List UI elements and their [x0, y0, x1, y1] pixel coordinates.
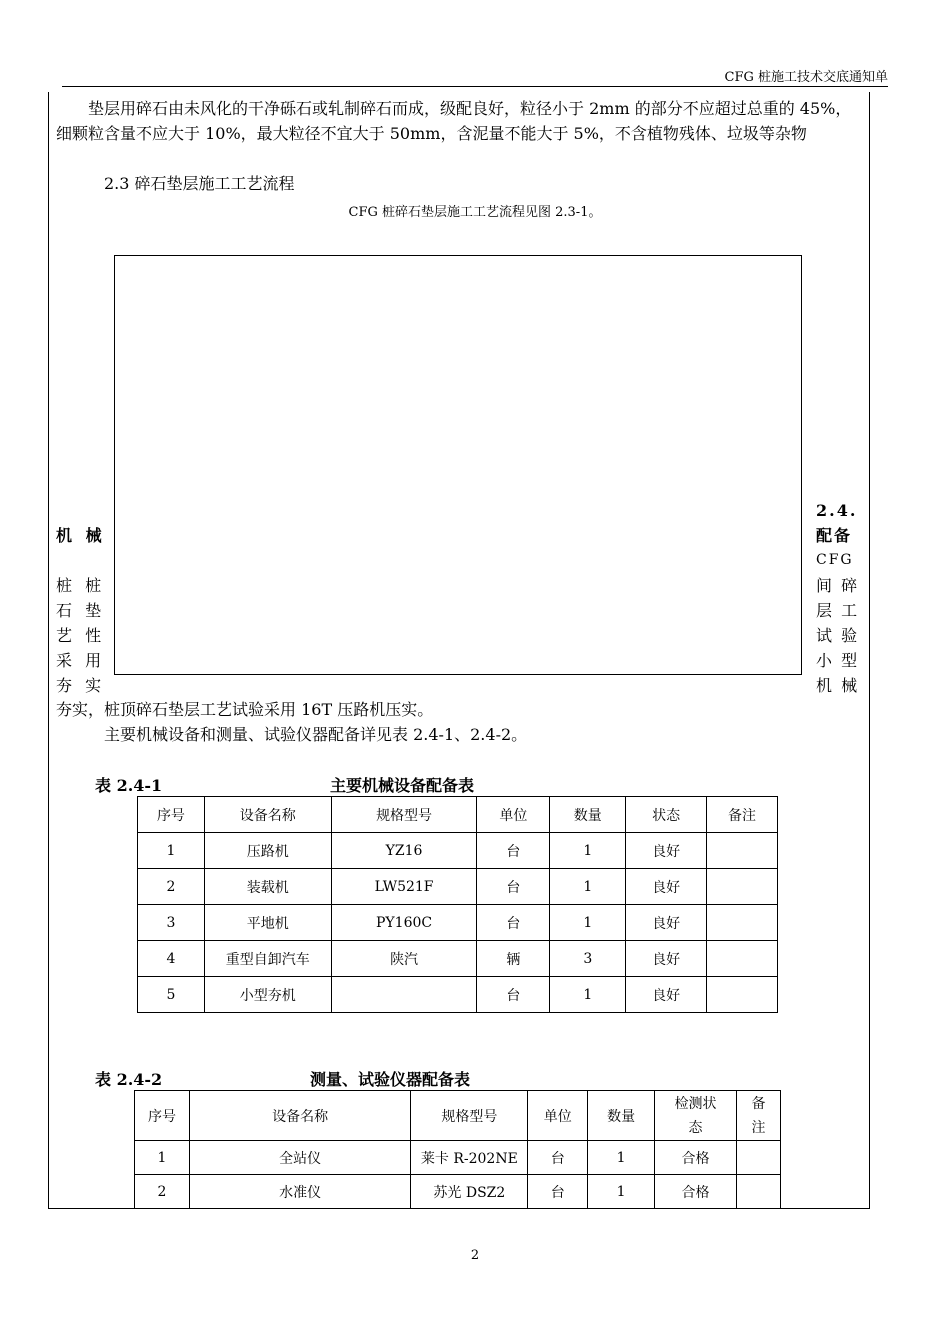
table2-title: 测量、试验仪器配备表	[310, 1070, 471, 1089]
table-cell: PY160C	[331, 905, 477, 941]
table-cell: 小型夯机	[204, 977, 331, 1013]
header-cell: 数量	[588, 1091, 655, 1141]
left-col-line: 机 械	[56, 526, 106, 545]
table-cell: 1	[550, 977, 626, 1013]
left-col-line: 夯 实	[56, 676, 106, 695]
table-cell: 5	[138, 977, 205, 1013]
table-row	[135, 1175, 781, 1209]
header-cell: 序号	[135, 1091, 190, 1141]
table-cell: 4	[138, 941, 205, 977]
table-cell: 台	[477, 833, 550, 869]
table-row	[138, 941, 778, 977]
table-cell: 水准仪	[189, 1175, 411, 1209]
table-cell: 台	[477, 905, 550, 941]
table-cell: 莱卡 R-202NE	[411, 1141, 528, 1175]
table-cell	[736, 1141, 780, 1175]
right-col-line: 小 型	[816, 651, 860, 670]
paragraph-equipment-ref: 主要机械设备和测量、试验仪器配备详见表 2.4-1、2.4-2。	[104, 725, 528, 744]
left-col-line: 艺 性	[56, 626, 106, 645]
table-row	[138, 833, 778, 869]
table-cell: 1	[588, 1141, 655, 1175]
table-cell: 全站仪	[189, 1141, 411, 1175]
table-cell: 平地机	[204, 905, 331, 941]
left-col-line: 石 垫	[56, 601, 106, 620]
page-header-title: CFG 桩施工技术交底通知单	[724, 70, 888, 85]
table-cell: 良好	[626, 833, 707, 869]
header-cell: 单位	[528, 1091, 588, 1141]
header-cell: 备注	[707, 797, 778, 833]
table-cell: 1	[588, 1175, 655, 1209]
table1-title: 主要机械设备配备表	[330, 776, 475, 795]
table-row	[138, 905, 778, 941]
header-cell: 序号	[138, 797, 205, 833]
right-col-line: 试 验	[816, 626, 860, 645]
header-cell: 设备名称	[204, 797, 331, 833]
table-cell: 台	[528, 1175, 588, 1209]
table-cell: 良好	[626, 941, 707, 977]
header-cell: 规格型号	[411, 1091, 528, 1141]
figure-placeholder	[114, 255, 802, 675]
page-number: 2	[470, 1248, 480, 1263]
equipment-table	[137, 796, 778, 1013]
table-header-row	[138, 797, 778, 833]
table-cell: 苏光 DSZ2	[411, 1175, 528, 1209]
header-cell: 检测状态	[655, 1091, 737, 1141]
header-cell: 备注	[736, 1091, 780, 1141]
header-cell: 单位	[477, 797, 550, 833]
table-cell: 台	[477, 869, 550, 905]
table-cell: 2	[135, 1175, 190, 1209]
table-cell: 合格	[655, 1141, 737, 1175]
table-cell	[707, 833, 778, 869]
left-col-line: 采 用	[56, 651, 106, 670]
table-cell: 1	[550, 905, 626, 941]
table-header-row	[135, 1091, 781, 1141]
paragraph-compaction: 夯实，桩顶碎石垫层工艺试验采用 16T 压路机压实。	[56, 700, 434, 719]
table-cell: 陕汽	[331, 941, 477, 977]
table1-number: 表 2.4-1	[95, 776, 163, 795]
header-cell: 数量	[550, 797, 626, 833]
instrument-table	[134, 1090, 781, 1209]
table-cell: 2	[138, 869, 205, 905]
table-cell: 合格	[655, 1175, 737, 1209]
table-cell: 良好	[626, 869, 707, 905]
table-cell: 良好	[626, 977, 707, 1013]
table-cell: 装载机	[204, 869, 331, 905]
table-cell: 1	[135, 1141, 190, 1175]
table-cell: 台	[477, 977, 550, 1013]
header-rule	[62, 86, 888, 87]
right-column-text	[816, 498, 859, 698]
table-cell	[707, 905, 778, 941]
table-cell: 3	[138, 905, 205, 941]
table-cell	[707, 977, 778, 1013]
header-cell: 设备名称	[189, 1091, 411, 1141]
table-cell: 1	[550, 833, 626, 869]
table-cell	[707, 941, 778, 977]
flow-chart-reference: CFG 桩碎石垫层施工工艺流程见图 2.3-1。	[348, 205, 602, 220]
paragraph-gravel-spec: 垫层用碎石由未风化的干净砾石或轧制碎石而成，级配良好，粒径小于 2mm 的部分不应超过总重的 45%，细颗粒含量不应大于 10%，最大粒径不宜大于 50mm，含泥量不能大于 5%，不含植物残体、垃圾等杂物	[56, 99, 852, 143]
right-col-line: CFG	[816, 552, 854, 568]
header-cell: 规格型号	[331, 797, 477, 833]
section-heading-2-3: 2.3 碎石垫层施工工艺流程	[104, 174, 295, 193]
table-row	[135, 1141, 781, 1175]
right-col-line: 配备	[816, 526, 853, 545]
right-col-line: 2.4.	[816, 501, 858, 520]
table-cell	[707, 869, 778, 905]
table-cell	[736, 1175, 780, 1209]
left-col-line	[56, 548, 106, 573]
table-cell: 1	[138, 833, 205, 869]
header-cell: 状态	[626, 797, 707, 833]
table-row	[138, 977, 778, 1013]
right-col-line: 间 碎	[816, 576, 860, 595]
table-cell: 台	[528, 1141, 588, 1175]
table2-number: 表 2.4-2	[95, 1070, 163, 1089]
table-cell: 重型自卸汽车	[204, 941, 331, 977]
table-cell: YZ16	[331, 833, 477, 869]
left-col-line: 桩 桩	[56, 576, 106, 595]
table-cell: LW521F	[331, 869, 477, 905]
table-cell: 辆	[477, 941, 550, 977]
table-cell: 3	[550, 941, 626, 977]
table-row	[138, 869, 778, 905]
right-col-line: 机 械	[816, 676, 860, 695]
table-cell: 压路机	[204, 833, 331, 869]
left-column-text	[56, 523, 106, 698]
table-cell: 1	[550, 869, 626, 905]
right-col-line: 层 工	[816, 601, 860, 620]
table-cell	[331, 977, 477, 1013]
table-cell: 良好	[626, 905, 707, 941]
